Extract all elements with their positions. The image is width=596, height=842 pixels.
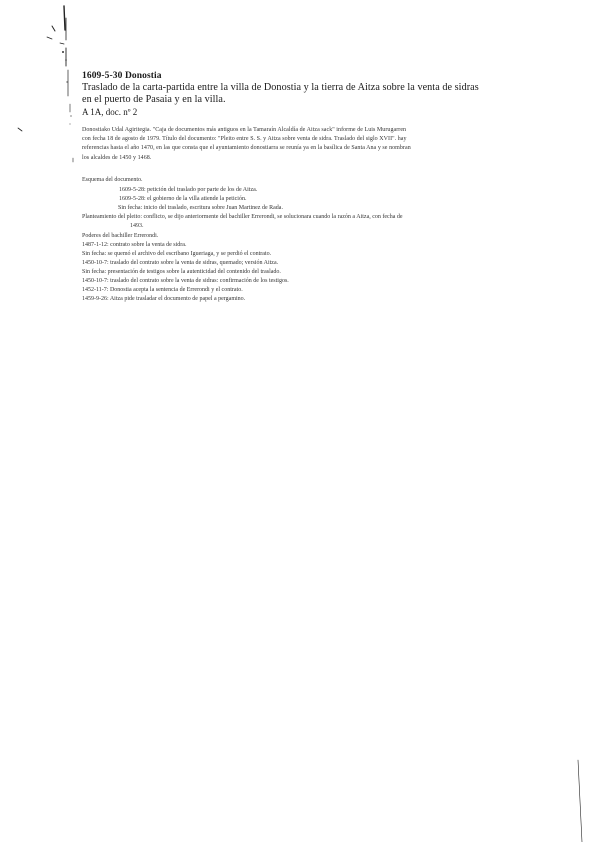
document-reference: A 1A, doc. nº 2 [82, 107, 138, 117]
schema-entry: Sin fecha: se quemó el archivo del escribano Igueriaga, y se perdió el contrato. [82, 250, 272, 257]
schema-entry: Poderes del bachiller Errerondi. [82, 232, 159, 239]
archive-notes [82, 126, 522, 163]
margin-dots [62, 51, 72, 125]
schema-entry: 1609-5-28: el gobierno de la villa atiende la petición. [119, 196, 247, 203]
archive-notes-line-2: con fecha 18 de agosto de 1979. Título del documento: "Pleito entre S. S. y Aitza sobre venta de sidra. Traslado del siglo XVII". hay [82, 136, 407, 143]
archive-notes-line-1: Donostiako Udal Agiritegia. "Caja de documentos más antiguos en la Tamaraín Alcaldía de Aitza sack" informe de Luis Murugarren [82, 127, 407, 133]
document-heading [82, 70, 522, 118]
document-schema [82, 176, 522, 304]
archive-notes-line-4: los alcaldes de 1450 y 1468. [82, 154, 152, 161]
schema-entry: 1450-10-7: traslado del contrato sobre la venta de sidras, quemado; versión Aitza. [82, 259, 279, 266]
schema-entry: Planteamiento del pleito: conflicto, se dijo anteriormente del bachiller Errerondi, se solucionara cuando la razón a Aitza, con fecha de [82, 214, 403, 221]
schema-entry: Sin fecha: inicio del traslado, escritura sobre Juan Martinez de Rada. [118, 205, 283, 212]
schema-entry: 1450-10-7: traslado del contrato sobre la venta de sidras: confirmación de los testigos. [82, 278, 289, 285]
document-title-line-2: en el puerto de Pasaia y en la villa. [82, 93, 226, 105]
schema-entry: 1459-9-26: Aitza pide trasladar el documento de papel a pergamino. [82, 296, 246, 303]
schema-label: Esquema del documento. [82, 177, 143, 183]
document-title-line-1: Traslado de la carta-partida entre la villa de Donostia y la tierra de Aitza sobre la venta de sidras [82, 82, 479, 93]
schema-entry-list [82, 186, 522, 304]
schema-entry: 1493. [130, 223, 144, 230]
schema-entry: Sin fecha: presentación de testigos sobre la autenticidad del contenido del traslado. [82, 268, 281, 275]
document-date-place: 1609-5-30 Donostia [82, 71, 162, 81]
schema-entry: 1609-5-28: petición del traslado por parte de los de Aitza. [119, 187, 258, 194]
archive-notes-line-3: referencias hasta el año 1470, en las que consta que el ayuntamiento donostiarra se reunía ya en la basílica de Santa Ana y se nombran [82, 145, 411, 152]
schema-entry: 1452-11-7: Donostia acepta la sentencia de Errerondi y el contrato. [82, 287, 243, 294]
schema-entry: 1487-1-12: contrato sobre la venta de sidra. [82, 241, 187, 248]
